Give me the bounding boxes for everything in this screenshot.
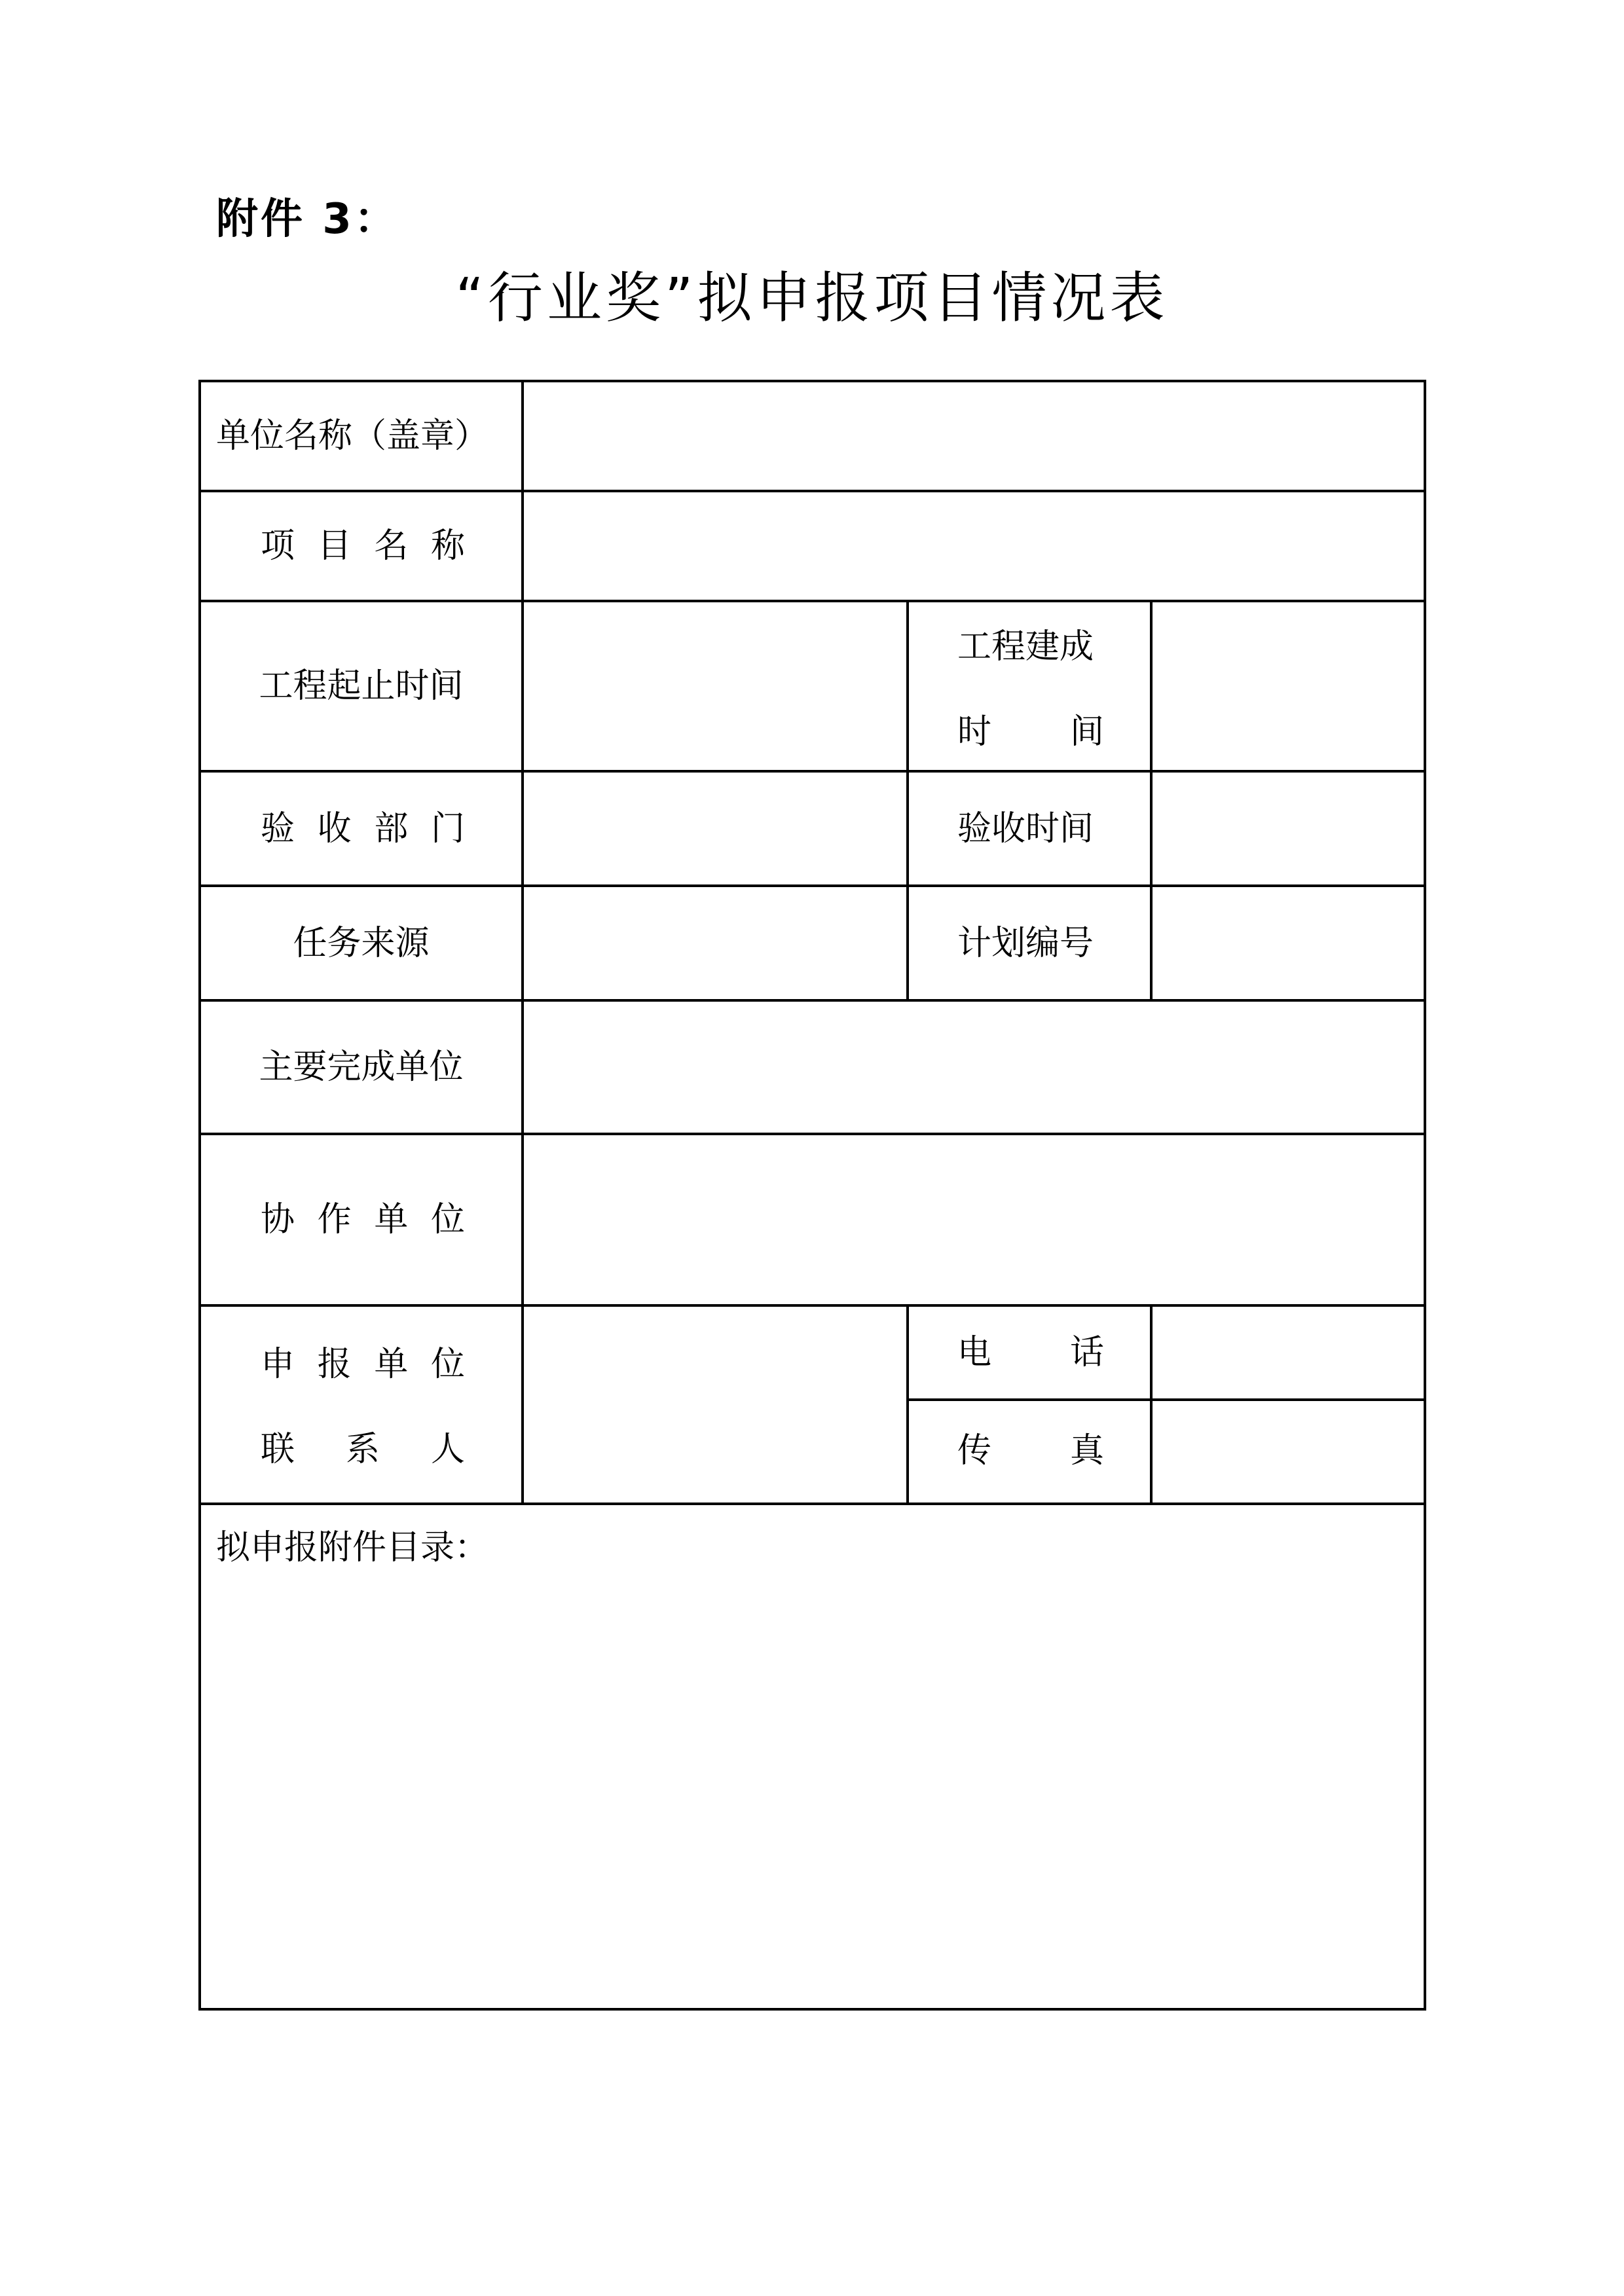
project-name-label <box>261 522 465 570</box>
completion-time-label-text: 工程建成 <box>957 627 1094 666</box>
coop-unit-label-char: 协 <box>261 1200 295 1239</box>
acceptance-dept-label <box>261 805 465 852</box>
coop-unit-label-char: 单 <box>374 1200 409 1239</box>
acceptance-time-label <box>957 805 1094 852</box>
coop-unit-label-char: 位 <box>430 1200 465 1239</box>
completion-time-label-line2 <box>957 708 1104 756</box>
contact-label-char: 位 <box>430 1345 465 1384</box>
acceptance-dept-label-char: 门 <box>430 809 465 848</box>
task-source-label <box>200 920 523 967</box>
coop-unit-label <box>261 1196 465 1243</box>
main-unit-label-text: 主要完成单位 <box>259 1048 464 1087</box>
contact-label-char: 申 <box>261 1345 295 1384</box>
main-unit-label <box>200 1044 523 1091</box>
plan-number-label <box>957 920 1094 967</box>
contact-label-line1 <box>261 1341 465 1388</box>
project-name-label-char: 名 <box>374 526 409 566</box>
fax-label-char: 真 <box>1069 1431 1104 1470</box>
unit-name-label-text: 单位名称（盖章） <box>216 416 489 456</box>
annex-label: 附件 3： <box>216 195 399 244</box>
attachments-label <box>216 1524 489 1571</box>
phone-label <box>957 1329 1104 1376</box>
project-period-label-text: 工程起止时间 <box>259 666 464 706</box>
fax-label-char: 传 <box>957 1431 992 1470</box>
project-name-label-char: 项 <box>261 526 295 566</box>
attachments-label-text: 拟申报附件目录： <box>216 1528 489 1567</box>
plan-number-label-text: 计划编号 <box>957 924 1094 963</box>
acceptance-dept-label-char: 收 <box>317 809 352 848</box>
unit-name-label <box>216 412 489 460</box>
contact-label-char: 系 <box>345 1430 380 1469</box>
fax-label <box>957 1427 1104 1474</box>
page-title: “行业奖”拟申报项目情况表 <box>455 266 1169 330</box>
contact-label-char: 联 <box>261 1430 295 1469</box>
acceptance-dept-label-char: 部 <box>374 809 409 848</box>
contact-label-char: 报 <box>317 1345 352 1384</box>
completion-time-label-char: 时 <box>957 712 992 752</box>
completion-time-label-char: 间 <box>1069 712 1104 752</box>
project-period-label <box>200 663 523 710</box>
contact-label-line2 <box>261 1426 465 1473</box>
completion-time-label-line1 <box>957 623 1094 670</box>
phone-label-char: 话 <box>1069 1333 1104 1372</box>
phone-label-char: 电 <box>957 1333 992 1372</box>
contact-label-char: 单 <box>374 1345 409 1384</box>
coop-unit-label-char: 作 <box>317 1200 352 1239</box>
contact-label-char: 人 <box>430 1430 465 1469</box>
project-name-label-char: 目 <box>317 526 352 566</box>
acceptance-dept-label-char: 验 <box>261 809 295 848</box>
acceptance-time-label-text: 验收时间 <box>957 809 1094 848</box>
project-name-label-char: 称 <box>430 526 465 566</box>
task-source-label-text: 任务来源 <box>293 924 430 963</box>
